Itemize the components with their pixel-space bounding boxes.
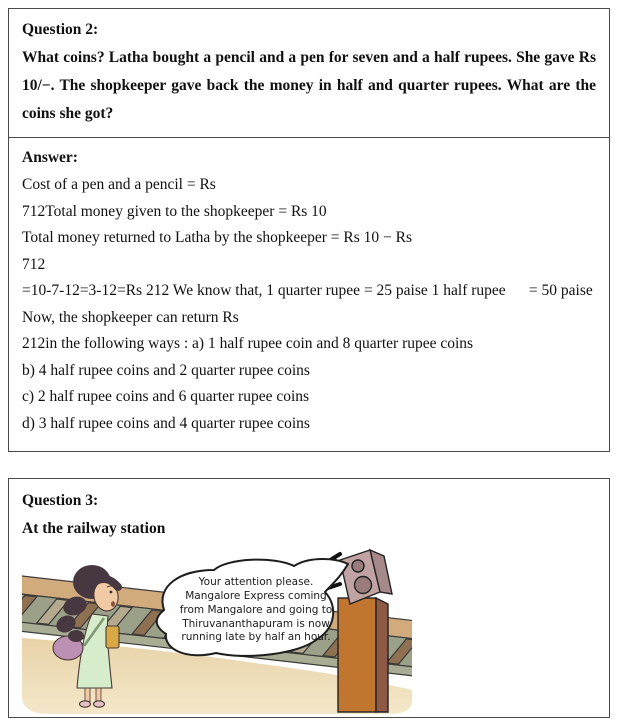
question2-text: What coins? Latha bought a pencil and a pen for seven and a half rupees. She gave Rs 10/−. The shopkeeper gave back the money in half and quarter rupees. What are the coins she got? [22, 49, 596, 122]
answer-line: Now, the shopkeeper can return Rs [22, 308, 239, 326]
railway-station-illustration [22, 548, 412, 716]
question3-heading: Question 3: [22, 492, 99, 509]
answer-line: d) 3 half rupee coins and 4 quarter rupee coins [22, 414, 310, 432]
answer-line: c) 2 half rupee coins and 6 quarter rupee coins [22, 388, 310, 405]
bubble-line: Thiruvananthapuram is now [182, 617, 330, 630]
bubble-line: Mangalore Express coming [185, 589, 327, 602]
question2-section [9, 9, 609, 138]
answer-section [9, 138, 609, 437]
answer-line: 712 [22, 255, 46, 273]
loudspeaker-pillar [338, 598, 388, 712]
answer-line: Cost of a pen and a pencil = Rs [22, 176, 216, 193]
answer-line: Total money returned to Latha by the shopkeeper = Rs 10 − Rs [22, 229, 413, 246]
answer-heading: Answer: [22, 149, 78, 166]
bubble-line: running late by half an hour. [181, 631, 331, 644]
question3-box [8, 478, 610, 718]
answer-line: 212in the following ways : a) 1 half rupee coin and 8 quarter rupee coins [22, 335, 474, 352]
bubble-line: from Mangalore and going to [179, 603, 333, 616]
question3-subheading: At the railway station [22, 520, 166, 537]
answer-line: =10-7-12=3-12=Rs 212 We know that, 1 quarter rupee = 25 paise 1 half rupee = 50 paise [22, 282, 593, 299]
answer-line: b) 4 half rupee coins and 2 quarter rupee coins [22, 361, 310, 379]
question2-heading: Question 2: [22, 21, 99, 38]
yellow-bag [106, 626, 119, 648]
bubble-line: Your attention please. [198, 576, 314, 588]
question2-answer-box [8, 8, 610, 452]
speech-bubble-text [168, 576, 344, 645]
answer-line: 712Total money given to the shopkeeper = Rs 10 [22, 202, 327, 220]
loudspeaker-box [340, 550, 392, 604]
